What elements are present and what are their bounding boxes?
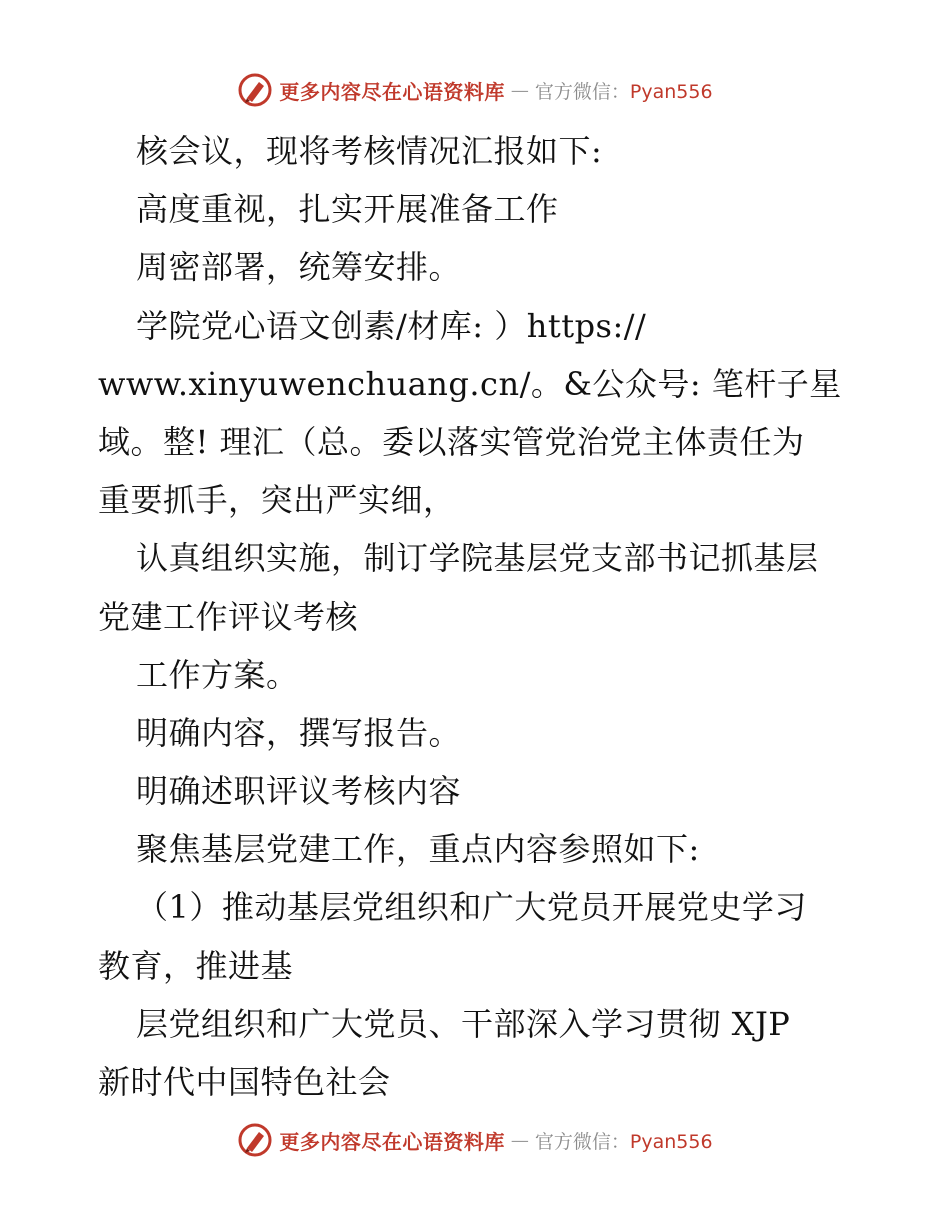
text-line: www.xinyuwenchuang.cn/。&公众号: 笔杆子星 [98,364,842,403]
banner-dash: — [510,79,529,101]
banner-wechat [535,1127,713,1154]
text-line: 重要抓手，突出严实细， [98,481,456,520]
header-banner [0,70,950,110]
pen-logo-icon [237,72,273,108]
text-line: 认真组织实施，制订学院基层党支部书记抓基层 [136,539,819,578]
text-line: 周密部署，统筹安排。 [136,248,462,287]
text-line: 域。整! 理汇（总。委以落实管党治党主体责任为 [98,422,805,461]
banner-wechat [535,77,713,104]
banner-wechat-label: 官方微信： [534,1130,630,1153]
text-line: 明确述职评议考核内容 [136,772,462,811]
banner-dash: — [510,1129,529,1151]
text-line: 高度重视，扎实开展准备工作 [136,190,559,229]
pen-logo-icon [237,1122,273,1158]
footer-banner [0,1120,950,1160]
banner-wechat-label: 官方微信： [534,80,630,103]
banner-wechat-account: Pyan556 [629,80,713,103]
text-line: 核会议，现将考核情况汇报如下: [136,132,603,170]
banner-main-text: 更多内容尽在心语资料库 [279,79,505,104]
text-line: 学院党心语文创素/材库: ）https:// [136,306,647,345]
text-line: 党建工作评议考核 [98,597,359,636]
text-line: （1）推动基层党组织和广大党员开展党史学习 [136,888,807,927]
text-line: 工作方案。 [136,655,299,694]
banner-main-text: 更多内容尽在心语资料库 [279,1129,505,1154]
text-line: 聚焦基层党建工作，重点内容参照如下: [136,830,700,869]
text-line: 层党组织和广大党员、干部深入学习贯彻 XJP [136,1004,791,1043]
text-line: 教育，推进基 [98,946,294,985]
text-line: 新时代中国特色社会 [98,1063,391,1101]
document-body [98,122,858,1111]
text-line: 明确内容，撰写报告。 [136,713,462,752]
banner-wechat-account: Pyan556 [629,1130,713,1153]
